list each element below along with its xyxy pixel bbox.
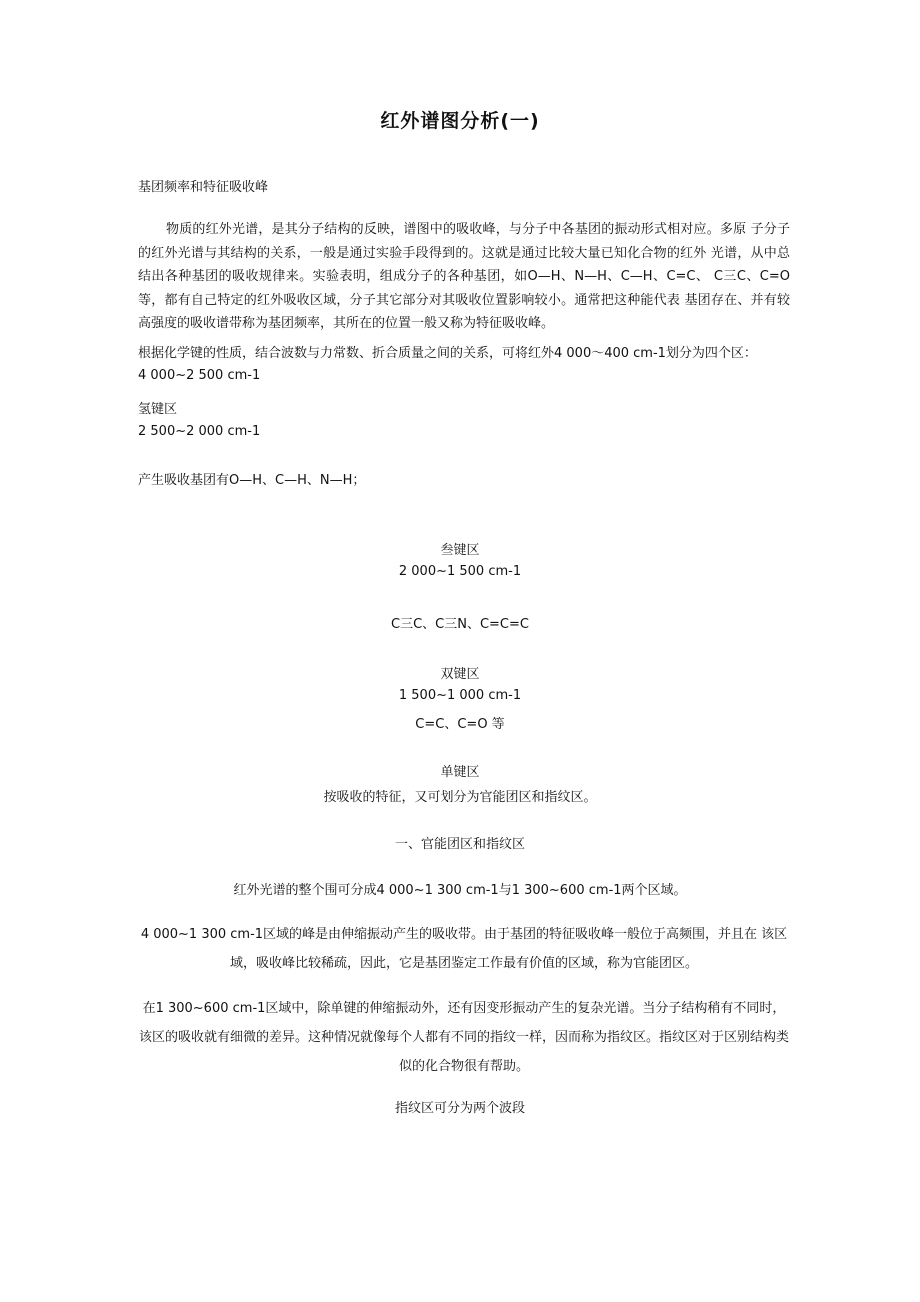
triple-zone-name: 叁键区 <box>440 543 480 558</box>
regions-sentence: 红外光谱的整个围可分成4 000~1 300 cm-1与1 300~600 cm-1两个区域。 <box>233 883 687 898</box>
fingerprint-bands: 指纹区可分为两个波段 <box>394 1101 525 1116</box>
single-zone-name: 单键区 <box>440 765 480 780</box>
single-zone-note: 按吸收的特征，又可划分为官能团区和指纹区。 <box>323 790 597 805</box>
hydrogen-zone-range: 4 000~2 500 cm-1 <box>138 368 261 383</box>
hydrogen-zone-name: 氢键区 <box>138 402 178 417</box>
double-zone-range: 1 500~1 000 cm-1 <box>398 688 522 703</box>
division-sentence: 根据化学键的性质，结合波数与力常数、折合质量之间的关系，可将红外4 000～400 cm-1划分为四个区： <box>138 346 757 361</box>
fingerprint-paragraph: 在1 300~600 cm-1区域中，除单键的伸缩振动外，还有因变形振动产生的复杂光谱。当分子结构稍有不同时，该区的吸收就有细微的差异。这种情况就像每个人都有不同的指纹一样，因而称为指纹区。指纹区对于区别结构类似的化合物很有帮助。 <box>138 1001 789 1074</box>
functional-group-paragraph: 4 000~1 300 cm-1区域的峰是由伸缩振动产生的吸收带。由于基团的特征吸收峰一般位于高频围，并且在 该区域，吸收峰比较稀疏，因此，它是基团鉴定工作最有价值的区域，称为官能团区。 <box>140 927 788 971</box>
intro-paragraph: 物质的红外光谱，是其分子结构的反映，谱图中的吸收峰，与分子中各基团的振动形式相对应。多原 子分子的红外光谱与其结构的关系，一般是通过实验手段得到的。这就是通过比较大量已知化合物的红外 光谱，从中总结出各种基团的吸收规律来。实验表明，组成分子的各种基团，如O—H、N—H、C—H、C=C、 C三C、C=O等，都有自己特定的红外吸收区域，分子其它部分对其吸收位置影响较小。通常把这种能代表 基团存在、并有较高强度的吸收谱带称为基团频率，其所在的位置一般又称为特征吸收峰。 <box>138 222 790 331</box>
triple-zone-groups: C三C、C三N、C=C=C <box>391 617 529 632</box>
double-zone-groups: C=C、C=O 等 <box>415 717 505 732</box>
subsection-heading: 一、官能团区和指纹区 <box>394 837 525 852</box>
double-zone-name: 双键区 <box>440 667 480 682</box>
section-heading: 基团频率和特征吸收峰 <box>138 180 269 195</box>
page-title: 红外谱图分析(一) <box>380 110 540 132</box>
hydrogen-zone-range-2: 2 500~2 000 cm-1 <box>138 424 261 439</box>
triple-zone-range: 2 000~1 500 cm-1 <box>398 564 522 579</box>
hydrogen-zone-groups: 产生吸收基团有O—H、C—H、N—H； <box>138 473 366 488</box>
